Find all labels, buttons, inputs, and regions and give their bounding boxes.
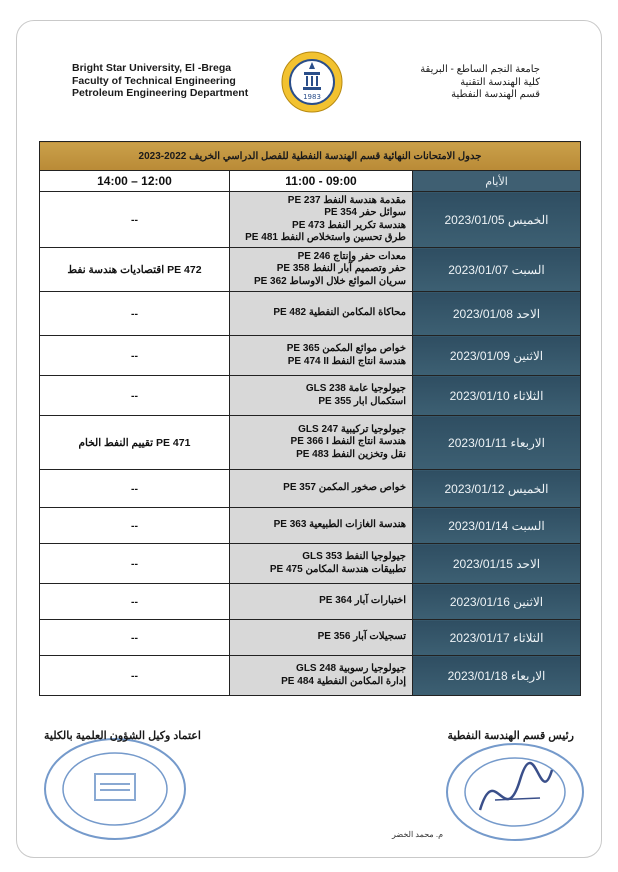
afternoon-exam-cell: -- bbox=[40, 292, 230, 336]
morning-exam-cell bbox=[230, 470, 413, 508]
morning-exam-cell bbox=[230, 620, 413, 656]
afternoon-exam-cell: -- bbox=[40, 584, 230, 620]
afternoon-exam-cell: -- bbox=[40, 656, 230, 696]
table-row bbox=[40, 248, 581, 292]
column-header-morning: 11:00 - 09:00 bbox=[230, 171, 413, 192]
day-date-cell: الاحد 2023/01/08 bbox=[413, 292, 581, 336]
course-entry: إدارة المكامن النفطية PE 484 bbox=[281, 675, 406, 687]
table-row bbox=[40, 508, 581, 544]
university-name-en: Bright Star University, El -Brega bbox=[72, 62, 232, 74]
course-entry: سوائل حفر PE 354 bbox=[324, 207, 406, 218]
morning-exam-cell bbox=[230, 508, 413, 544]
morning-exam-cell bbox=[230, 248, 413, 292]
morning-exam-cell bbox=[230, 656, 413, 696]
course-entry: حفر وتصميم آبار النفط PE 358 bbox=[276, 263, 406, 275]
morning-exam-cell bbox=[230, 292, 413, 336]
table-title: جدول الامتحانات النهائية قسم الهندسة النفطية للفصل الدراسي الخريف 2022-2023 bbox=[40, 142, 581, 171]
course-entry: جيولوجيا رسوبية GLS 248 bbox=[296, 663, 406, 674]
course-entry: مقدمة هندسة النفط PE 237 bbox=[287, 194, 406, 206]
course-entry: جيولوجيا عامة GLS 238 bbox=[305, 383, 406, 394]
table-row bbox=[40, 620, 581, 656]
logo-year: 1983 bbox=[303, 93, 321, 101]
course-entry: هندسة انتاج النفط PE 474 II bbox=[287, 355, 406, 367]
day-date-cell: الخميس 2023/01/05 bbox=[413, 192, 581, 248]
day-date-cell: الاثنين 2023/01/09 bbox=[413, 336, 581, 376]
morning-exam-cell bbox=[230, 192, 413, 248]
afternoon-exam-cell: -- bbox=[40, 336, 230, 376]
course-entry: نقل وتخزين النفط PE 483 bbox=[296, 448, 406, 460]
course-entry: هندسة الغازات الطبيعية PE 363 bbox=[273, 519, 406, 531]
course-entry: جيولوجيا تركيبية GLS 247 bbox=[298, 423, 406, 435]
day-date-cell: الاربعاء 2023/01/11 bbox=[413, 416, 581, 470]
afternoon-exam-cell: -- bbox=[40, 544, 230, 584]
afternoon-exam-cell: -- bbox=[40, 192, 230, 248]
day-date-cell: الثلاثاء 2023/01/10 bbox=[413, 376, 581, 416]
table-row bbox=[40, 544, 581, 584]
signatory-name: م. محمد الخضر bbox=[392, 830, 444, 839]
table-row bbox=[40, 336, 581, 376]
afternoon-exam-cell: -- bbox=[40, 620, 230, 656]
course-entry: جيولوجيا النفط GLS 353 bbox=[302, 551, 406, 562]
header-english bbox=[72, 62, 248, 100]
table-body bbox=[40, 192, 581, 696]
department-name-ar: قسم الهندسة النفطية bbox=[451, 89, 540, 100]
column-header-afternoon: 14:00 – 12:00 bbox=[40, 171, 230, 192]
table-row bbox=[40, 192, 581, 248]
course-entry: تطبيقات هندسة المكامن PE 475 bbox=[269, 563, 406, 575]
course-entry: هندسة انتاج النفط PE 366 I bbox=[290, 436, 406, 448]
department-stamp bbox=[440, 740, 590, 845]
table-row bbox=[40, 416, 581, 470]
course-entry: استكمال ابار PE 355 bbox=[318, 395, 406, 407]
column-header-days: الأيام bbox=[413, 171, 581, 192]
university-logo bbox=[280, 50, 344, 114]
afternoon-exam-cell: -- bbox=[40, 376, 230, 416]
course-entry: خواص موائع المكمن PE 365 bbox=[286, 343, 406, 354]
university-name-ar: جامعة النجم الساطع - البريقة bbox=[420, 64, 540, 75]
afternoon-exam-cell: -- bbox=[40, 470, 230, 508]
table-row bbox=[40, 470, 581, 508]
table-header-row bbox=[40, 171, 581, 192]
course-entry: تسجيلات آبار PE 356 bbox=[317, 631, 406, 643]
department-name-en: Petroleum Engineering Department bbox=[72, 87, 249, 99]
course-entry: محاكاة المكامن النفطية PE 482 bbox=[273, 307, 406, 319]
table-row bbox=[40, 292, 581, 336]
course-entry: اختبارات آبار PE 364 bbox=[319, 595, 406, 607]
exam-schedule-table-wrap bbox=[39, 141, 580, 696]
faculty-name-en: Faculty of Technical Engineering bbox=[72, 74, 236, 87]
afternoon-exam-cell: -- bbox=[40, 508, 230, 544]
afternoon-exam-cell: اقتصاديات هندسة نفط PE 472 bbox=[40, 248, 230, 292]
morning-exam-cell bbox=[230, 336, 413, 376]
vice-dean-signature-label: اعتماد وكيل الشؤون العلمية بالكلية bbox=[44, 730, 201, 742]
course-entry: طرق تحسين واستخلاص النفط PE 481 bbox=[245, 232, 406, 243]
college-stamp bbox=[40, 734, 190, 844]
course-entry: خواص صخور المكمن PE 357 bbox=[283, 482, 406, 494]
morning-exam-cell bbox=[230, 584, 413, 620]
day-date-cell: الاحد 2023/01/15 bbox=[413, 544, 581, 584]
afternoon-exam-cell: تقييم النفط الخام PE 471 bbox=[40, 416, 230, 470]
day-date-cell: السبت 2023/01/14 bbox=[413, 508, 581, 544]
table-row bbox=[40, 656, 581, 696]
table-row bbox=[40, 376, 581, 416]
table-row bbox=[40, 584, 581, 620]
table-title-row bbox=[40, 142, 581, 171]
day-date-cell: السبت 2023/01/07 bbox=[413, 248, 581, 292]
course-entry: سريان الموائع خلال الاوساط PE 362 bbox=[253, 275, 406, 287]
header-arabic bbox=[420, 64, 540, 102]
course-entry: معدات حفر وإنتاج PE 246 bbox=[297, 250, 406, 262]
day-date-cell: الاثنين 2023/01/16 bbox=[413, 584, 581, 620]
morning-exam-cell bbox=[230, 544, 413, 584]
course-entry: هندسة تكرير النفط PE 473 bbox=[292, 219, 406, 231]
morning-exam-cell bbox=[230, 376, 413, 416]
day-date-cell: الثلاثاء 2023/01/17 bbox=[413, 620, 581, 656]
day-date-cell: الاربعاء 2023/01/18 bbox=[413, 656, 581, 696]
faculty-name-ar: كلية الهندسة التقنية bbox=[460, 76, 540, 88]
department-head-signature-label: رئيس قسم الهندسة النفطية bbox=[447, 730, 574, 742]
morning-exam-cell bbox=[230, 416, 413, 470]
exam-schedule-table bbox=[39, 141, 581, 696]
day-date-cell: الخميس 2023/01/12 bbox=[413, 470, 581, 508]
